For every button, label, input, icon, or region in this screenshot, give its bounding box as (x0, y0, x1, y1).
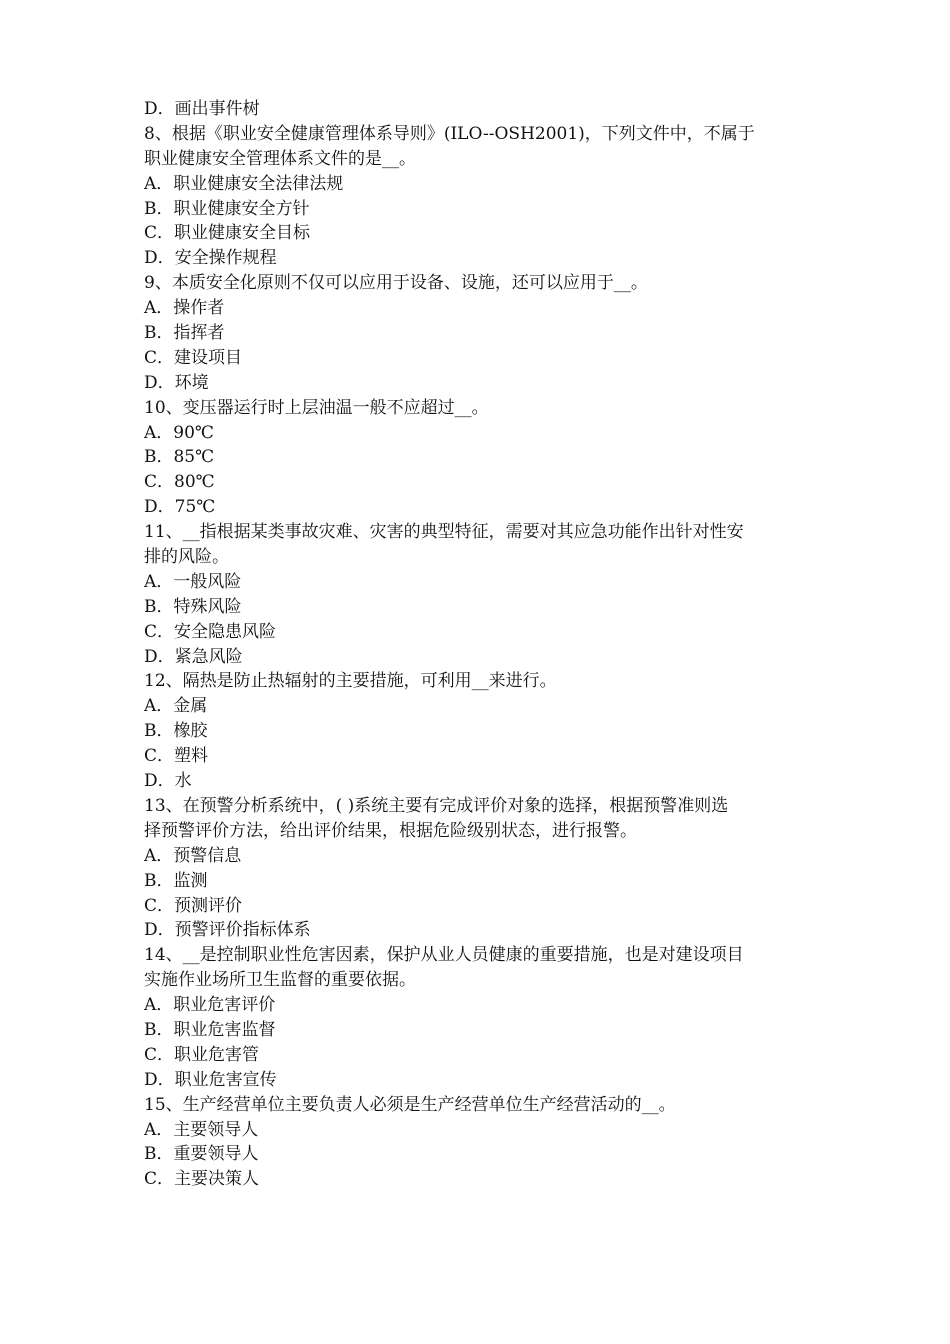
option-line: C．主要决策人 (144, 1169, 260, 1190)
option-line: B．职业危害监督 (144, 1019, 276, 1040)
option-line: D．预警评价指标体系 (144, 920, 311, 941)
question-line: 9、本质安全化原则不仅可以应用于设备、设施，还可以应用于__。 (144, 273, 648, 294)
option-line: D．环境 (144, 372, 209, 393)
option-line: A．金属 (144, 696, 208, 717)
option-line: B．监测 (144, 870, 208, 891)
option-line: C．安全隐患风险 (144, 621, 277, 642)
option-line: B．指挥者 (144, 323, 225, 344)
option-line: A．操作者 (144, 298, 225, 319)
question-line: 11、__指根据某类事故灾难、灾害的典型特征，需要对其应急功能作出针对性安 (144, 522, 744, 543)
question-line: 职业健康安全管理体系文件的是__。 (144, 148, 416, 169)
option-line: A．一般风险 (144, 571, 242, 592)
option-line: B．特殊风险 (144, 596, 242, 617)
question-line: 排的风险。 (144, 547, 229, 568)
option-line: D．紧急风险 (144, 646, 243, 667)
option-line: A．主要领导人 (144, 1119, 259, 1140)
document-body (144, 97, 814, 1192)
option-line: C．预测评价 (144, 895, 243, 916)
question-line: 10、变压器运行时上层油温一般不应超过__。 (144, 397, 489, 418)
option-line: B．85℃ (144, 447, 215, 468)
option-line: C．塑料 (144, 746, 209, 767)
question-line: 择预警评价方法，给出评价结果，根据危险级别状态，进行报警。 (144, 820, 637, 841)
question-line: 实施作业场所卫生监督的重要依据。 (144, 970, 416, 991)
option-line: C．80℃ (144, 472, 215, 493)
option-line: D．水 (144, 771, 192, 792)
option-line: D．75℃ (144, 497, 216, 518)
option-line: B．职业健康安全方针 (144, 198, 310, 219)
option-line: B．重要领导人 (144, 1144, 259, 1165)
option-line: B．橡胶 (144, 721, 208, 742)
option-line: D．职业危害宣传 (144, 1069, 277, 1090)
option-line: A．职业健康安全法律法规 (144, 173, 344, 194)
option-line: D．画出事件树 (144, 99, 260, 119)
question-line: 13、在预警分析系统中，( )系统主要有完成评价对象的选择，根据预警准则选 (144, 795, 729, 816)
option-line: C．职业健康安全目标 (144, 223, 311, 244)
option-line: A．预警信息 (144, 845, 242, 866)
question-line: 14、__是控制职业性危害因素，保护从业人员健康的重要措施，也是对建设项目 (144, 945, 744, 966)
option-line: C．建设项目 (144, 347, 243, 368)
question-line: 12、隔热是防止热辐射的主要措施，可利用__来进行。 (144, 671, 557, 692)
option-line: C．职业危害管 (144, 1044, 260, 1065)
question-line: 8、根据《职业安全健康管理体系导则》(ILO--OSH2001)，下列文件中，不属于 (144, 123, 755, 144)
option-line: D．安全操作规程 (144, 248, 277, 269)
option-line: A．职业危害评价 (144, 995, 276, 1016)
option-line: A．90℃ (144, 422, 214, 443)
question-line: 15、生产经营单位主要负责人必须是生产经营单位生产经营活动的__。 (144, 1094, 676, 1115)
